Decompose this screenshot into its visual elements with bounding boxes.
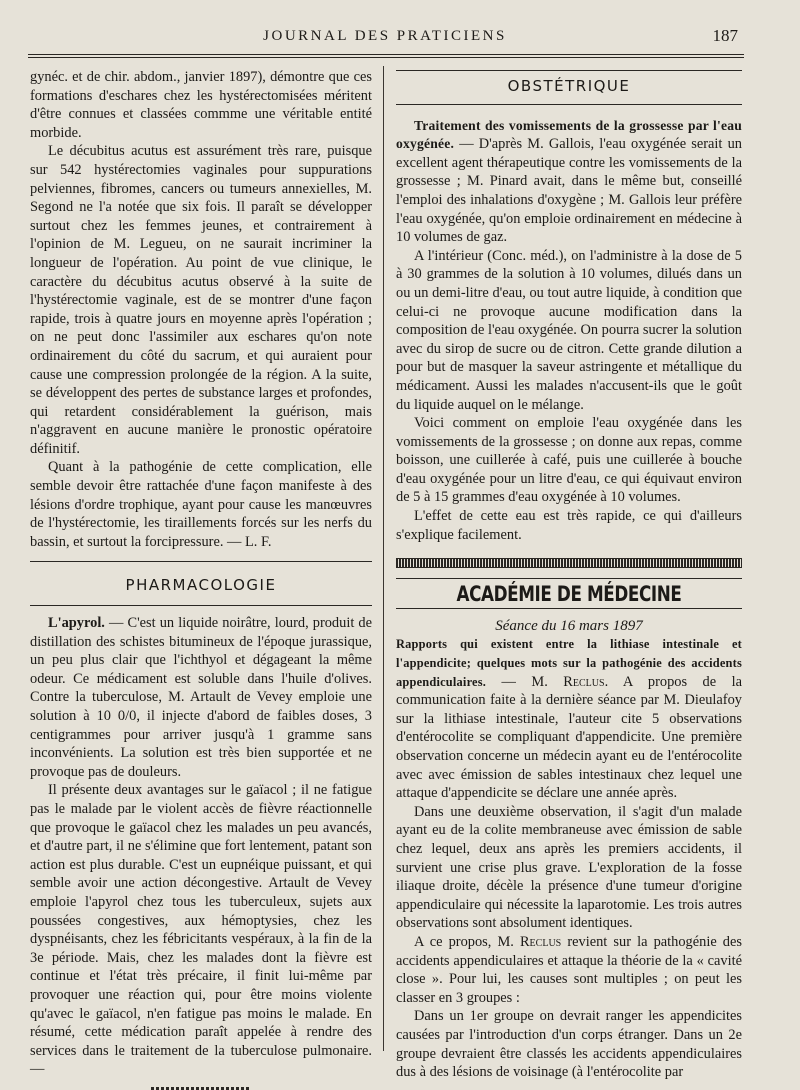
paragraph <box>396 247 742 414</box>
ornament-rule <box>151 1087 251 1090</box>
header-rule <box>28 54 744 55</box>
author-name: Reclus <box>563 673 605 690</box>
paragraph <box>30 781 372 1079</box>
paragraph-text: — D'après M. Gallois, l'eau oxygénée serait un excellent agent thérapeutique contre les vomissements de la grossesse ; M. Pinard avait, dans le même but, conseillé l'emploi des inhalations d'oxygène ; M. Gallois leur préfère l'eau oxygénée, qu'on emploie ordinairement en médecine à 10 volumes de gaz. <box>396 136 742 246</box>
page-number: 187 <box>712 26 738 45</box>
paragraph-text: A l'intérieur (Conc. méd.), on l'administre à la dose de 5 à 30 grammes de la solution à 10 volumes, dilués dans un ou un demi-litre d'eau, ou tout autre liquide, à condition que celui-ci ne provoque aucune modification dans la composition de l'eau oxygénée. On pourra sucrer la solution avec du sirop de sucre ou de citron. Cette grande dilution a pour but de masquer la saveur astringente et métallique du médicament. Aussi les malades n'accusent-ils que le goût du liquide auquel on le mélange. <box>396 247 742 413</box>
paragraph-text: . A propos de la communication faite à la dernière séance par M. Dieulafoy sur la lithiase intestinale, l'auteur cite 5 observations d'entérocolite se compliquant d'appendicite. Une première observation concerne un médecin ayant eu de l'entérocolite avec avec émission de sables intestinaux chez lequel une attaque d'appendicite se déclare une année après. <box>396 673 742 802</box>
paragraph <box>396 635 742 802</box>
author-name: Reclus <box>519 933 562 950</box>
paragraph <box>30 458 372 551</box>
section-rule <box>30 605 372 606</box>
paragraph-text: L'effet de cette eau est très rapide, ce qui d'ailleurs s'explique facilement. <box>396 508 742 543</box>
paragraph <box>396 507 742 544</box>
paragraph-text: Voici comment on emploie l'eau oxygénée dans les vomissements de la grossesse ; on donne aux repas, comme boisson, une cuillerée à café, puis une cuillerée à bouche d'eau oxygénée pour un litre d'eau, ce qui équivaut environ de 5 à 15 grammes d'eau oxygénée à 10 volumes. <box>396 415 742 506</box>
paragraph-text: Quant à la pathogénie de cette complication, elle semble devoir être rattachée d'une façon manifeste à des lésions d'ordre trophique, ayant pour cause les manœuvres de l'hystérectomie, les tiraillements forcés sur les nerfs du bassin, et surtout la forcipressure. — L. F. <box>30 459 372 550</box>
section-heading-pharmacologie: PHARMACOLOGIE <box>125 576 277 595</box>
paragraph-text: Dans un 1er groupe on devrait ranger les appendicites causées par l'introduction d'un corps étranger. Dans un 2e groupe devraient être classés les accidents appendiculaires dus à des lésions de voisinage (à l'entérocolite par <box>396 1008 742 1081</box>
right-column <box>396 68 742 1082</box>
section-rule <box>396 608 742 609</box>
running-header <box>30 26 740 50</box>
paragraph <box>30 142 372 458</box>
paragraph <box>396 117 742 247</box>
paragraph <box>30 68 372 142</box>
article-lead: L'apyrol. <box>48 615 105 632</box>
paragraph <box>396 803 742 933</box>
paragraph-text: A ce propos, M. <box>414 933 520 950</box>
paragraph-text: Dans une deuxième observation, il s'agit d'un malade ayant eu de la colite membraneuse avec émission de sable chez lequel, deux ans après les premiers accidents, il survient une crise plus grave. L'exploration de la fosse iliaque droite, décèle la présence d'une tumeur d'origine appendiculaire qui nécessite la laparotomie. Les trois autres observations sont absolument identiques. <box>396 803 742 932</box>
session-date: Séance du 16 mars 1897 <box>495 617 643 634</box>
journal-title: JOURNAL DES PRATICIENS <box>263 28 507 44</box>
article-lead: Rapports qui existent entre la lithiase intestinale et l'appendicite; quelques mots sur la pathogénie des accidents appendiculaires. <box>396 637 742 689</box>
section-heading-academie: ACADÉMIE DE MÉDECINE <box>456 582 682 607</box>
section-rule <box>396 70 742 71</box>
left-column <box>30 68 372 1090</box>
paragraph-text: Le décubitus acutus est assurément très rare, puisque sur 542 hystérectomies vaginales pour suppurations pelviennes, fibromes, cancers ou tumeurs annexielles, M. Segond ne l'a notée que six fois. Il paraît se développer surtout chez les femmes jeunes, et contrairement à l'opinion de M. Legueu, on ne saurait incriminer la longueur de l'opération. Au point de vue clinique, le caractère du décubitus acutus observé à la suite de l'hystérectomie vaginale, est de se montrer d'une façon rapide, trois à quatre jours en moyenne après l'opération ; on ne peut donc l'assimiler aux eschares qu'on note ordinairement du côté du sacrum, et qui auraient pour cause une compression prolongée de la région. A la suite, se développent des pertes de substance larges et profondes, qui retardent considérablement la guérison, mais n'aggravent en aucune manière le pronostic opératoire définitif. <box>30 143 372 457</box>
section-separator <box>396 558 742 568</box>
section-rule <box>30 561 372 562</box>
paragraph-text: revient sur la pathogénie des accidents appendiculaires et attaque la théorie de la « cavité close ». Pour lui, les causes sont multiples ; on peut les classer en 3 groupes : <box>396 933 742 1006</box>
section-rule <box>396 578 742 579</box>
column-separator <box>383 66 384 1051</box>
article-lead: Traitement des vomissements de la grossesse par l'eau oxygénée. <box>396 117 742 152</box>
paragraph <box>396 933 742 1007</box>
paragraph <box>396 1007 742 1081</box>
paragraph <box>396 414 742 507</box>
paragraph <box>30 614 372 781</box>
header-rule-2 <box>28 57 744 58</box>
paragraph-text: — M. <box>486 673 564 690</box>
paragraph-text: — C'est un liquide noirâtre, lourd, produit de distillation des schistes bitumineux de l'époque jurassique, un peu plus clair que l'ichthyol et dégageant la même odeur. Ce médicament est soluble dans l'huile d'olives. Contre la tuberculose, M. Artault de Vevey emploie une solution à 10 0/0, il injecte d'abord de faibles doses, 3 centigrammes pour arriver jusqu'à 1 gramme sans inconvénients. La solution est très bien supportée et ne provoque pas de douleurs. <box>30 615 372 780</box>
section-rule <box>396 104 742 105</box>
paragraph-text: Il présente deux avantages sur le gaïacol ; il ne fatigue pas le malade par le violent accès de fièvre réactionnelle que provoque le gaïacol chez les malades un peu avancés, et d'autre part, il ne s'élimine que fort lentement, patant son action est plus durable. C'est un eupnéique puissant, et qui semble avoir une action décongestive. Artault de Vevey emploie l'apyrol chez tous les tuberculeux, sujets aux poussées congestives, aux hémoptysies, chez les dyspnéisants, chez les fébricitants vespéraux, à la fin de la 3e période. Mais, chez les malades dont la fièvre est continue et l'état très précaire, il finit lui-même par provoquer une réaction qui, pour être moins violente qu'avec le gaïacol, n'en fatigue pas moins le malade. En résumé, cette médication paraît appelée à rendre des services dans le traitement de la tuberculose pulmonaire. — <box>30 782 372 1078</box>
paragraph-text: gynéc. et de chir. abdom., janvier 1897), démontre que ces formations d'eschares chez les hystérectomisées méritent d'être connues et classées commme une véritable entité morbide. <box>30 69 372 141</box>
section-heading-obstetrique: OBSTÉTRIQUE <box>507 77 631 95</box>
